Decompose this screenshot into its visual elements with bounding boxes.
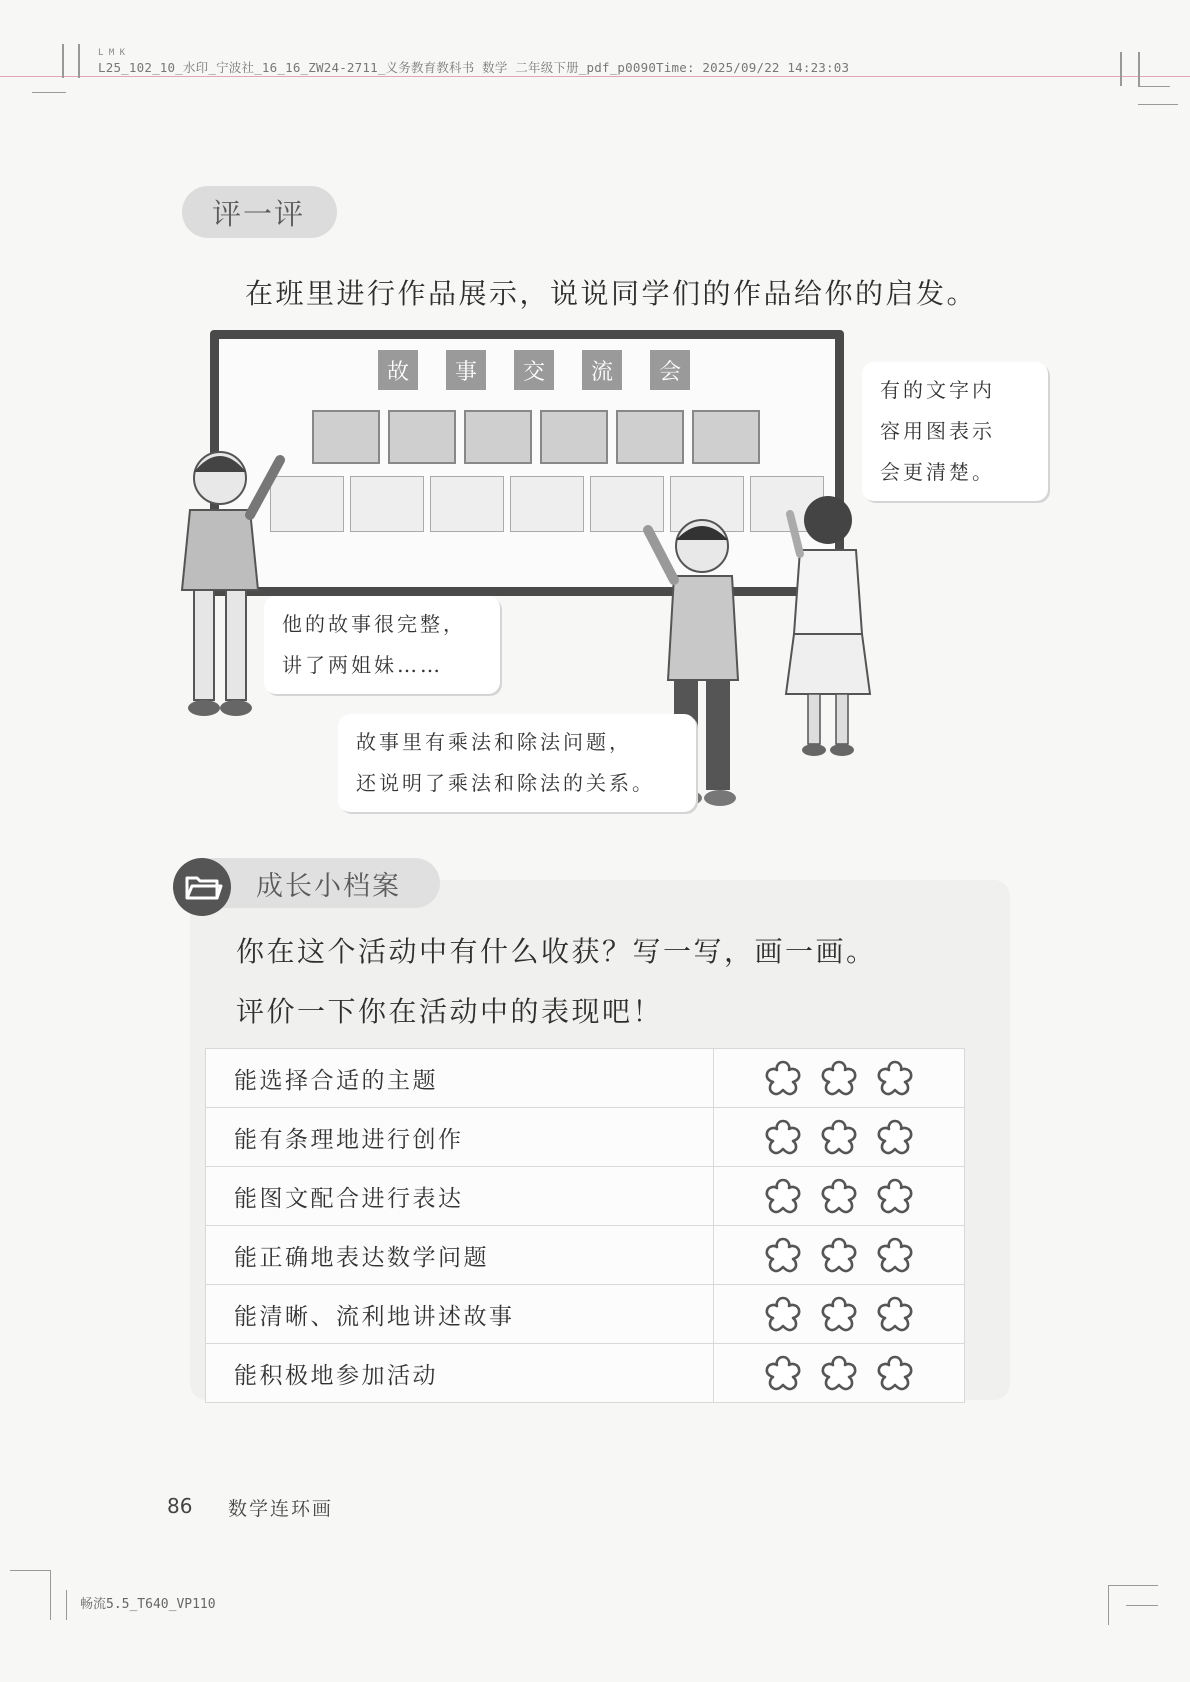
rating-flower-icon[interactable] (817, 1351, 861, 1395)
girl-figure-right (770, 484, 880, 764)
rating-flower-icon[interactable] (761, 1233, 805, 1277)
crop-mark (1138, 86, 1170, 87)
rating-flower-icon[interactable] (817, 1292, 861, 1336)
speech-bubble-bottom (338, 714, 696, 812)
table-row (206, 1108, 965, 1167)
rating-flower-icon[interactable] (761, 1115, 805, 1159)
speech-bubble-right (862, 362, 1048, 501)
print-header-text: L25_102_10_水印_宁波社_16_16_ZW24-2711_义务教育教科书 数学 二年级下册_pdf_p0090Time: 2025/09/22 14:23:03 (98, 60, 850, 75)
artwork-picture (312, 410, 380, 464)
rating-flowers (713, 1108, 964, 1167)
bubble-line: 讲了两姐妹…… (282, 653, 443, 677)
bubble-line: 会更清楚。 (880, 460, 995, 484)
rating-flowers (713, 1344, 964, 1403)
page-title: 数学连环画 (228, 1498, 334, 1520)
rating-flowers (713, 1226, 964, 1285)
crop-mark (1120, 52, 1122, 86)
artwork-picture (464, 410, 532, 464)
bubble-line: 有的文字内 (880, 378, 995, 402)
crop-mark (78, 44, 80, 78)
criterion-label: 能正确地表达数学问题 (206, 1226, 714, 1285)
task-line: 你在这个活动中有什么收获？写一写，画一画。 (236, 935, 877, 968)
speech-bubble-left (264, 596, 500, 694)
bubble-line: 还说明了乘法和除法的关系。 (356, 771, 655, 795)
banner-tile: 交 (514, 350, 554, 390)
evaluate-heading: 评一评 (212, 197, 306, 231)
task-line: 评价一下你在活动中的表现吧！ (236, 995, 664, 1028)
crop-mark (1108, 1585, 1109, 1625)
rating-flower-icon[interactable] (761, 1056, 805, 1100)
rating-flower-icon[interactable] (817, 1174, 861, 1218)
table-row (206, 1285, 965, 1344)
crop-mark (66, 1590, 67, 1620)
rating-flowers (713, 1049, 964, 1108)
rating-flower-icon[interactable] (817, 1056, 861, 1100)
crop-mark (1138, 52, 1140, 86)
bubble-line: 故事里有乘法和除法问题， (356, 730, 632, 754)
table-row (206, 1167, 965, 1226)
rating-flowers (713, 1167, 964, 1226)
page-number: 86 (167, 1494, 193, 1518)
header-crop-line (0, 76, 1190, 77)
comic-sheet (510, 476, 584, 532)
table-row (206, 1344, 965, 1403)
criterion-label: 能图文配合进行表达 (206, 1167, 714, 1226)
bubble-line: 容用图表示 (880, 419, 995, 443)
comic-sheet (430, 476, 504, 532)
banner-tile: 故 (378, 350, 418, 390)
crop-mark (32, 92, 66, 93)
rating-flower-icon[interactable] (761, 1174, 805, 1218)
rating-flower-icon[interactable] (873, 1351, 917, 1395)
artwork-picture (540, 410, 608, 464)
crop-mark (1108, 1585, 1158, 1586)
folder-icon (173, 858, 231, 916)
banner-tile: 事 (446, 350, 486, 390)
print-letters: L M K (98, 48, 126, 58)
artwork-picture (616, 410, 684, 464)
crop-mark (1138, 104, 1178, 105)
comic-sheet (350, 476, 424, 532)
growth-file-heading: 成长小档案 (256, 871, 401, 902)
table-row (206, 1226, 965, 1285)
artwork-picture (388, 410, 456, 464)
rating-flower-icon[interactable] (873, 1174, 917, 1218)
table-row (206, 1049, 965, 1108)
banner-tile: 会 (650, 350, 690, 390)
rating-flower-icon[interactable] (873, 1233, 917, 1277)
criterion-label: 能有条理地进行创作 (206, 1108, 714, 1167)
banner (378, 350, 690, 390)
print-footer-text: 畅流5.5_T640_VP110 (80, 1597, 216, 1612)
self-evaluation-table (205, 1048, 965, 1403)
rating-flowers (713, 1285, 964, 1344)
crop-mark (50, 1570, 51, 1620)
folder-badge (173, 858, 231, 916)
criterion-label: 能清晰、流利地讲述故事 (206, 1285, 714, 1344)
artwork-row (312, 410, 760, 464)
evaluate-prompt: 在班里进行作品展示，说说同学们的作品给你的启发。 (245, 277, 978, 310)
rating-flower-icon[interactable] (817, 1233, 861, 1277)
banner-tile: 流 (582, 350, 622, 390)
criterion-label: 能积极地参加活动 (206, 1344, 714, 1403)
crop-mark (1126, 1605, 1158, 1606)
criterion-label: 能选择合适的主题 (206, 1049, 714, 1108)
crop-mark (62, 44, 64, 78)
crop-mark (10, 1570, 50, 1571)
rating-flower-icon[interactable] (761, 1351, 805, 1395)
rating-flower-icon[interactable] (761, 1292, 805, 1336)
rating-flower-icon[interactable] (817, 1115, 861, 1159)
rating-flower-icon[interactable] (873, 1056, 917, 1100)
artwork-picture (692, 410, 760, 464)
rating-flower-icon[interactable] (873, 1115, 917, 1159)
bubble-line: 他的故事很完整， (282, 612, 466, 636)
rating-flower-icon[interactable] (873, 1292, 917, 1336)
